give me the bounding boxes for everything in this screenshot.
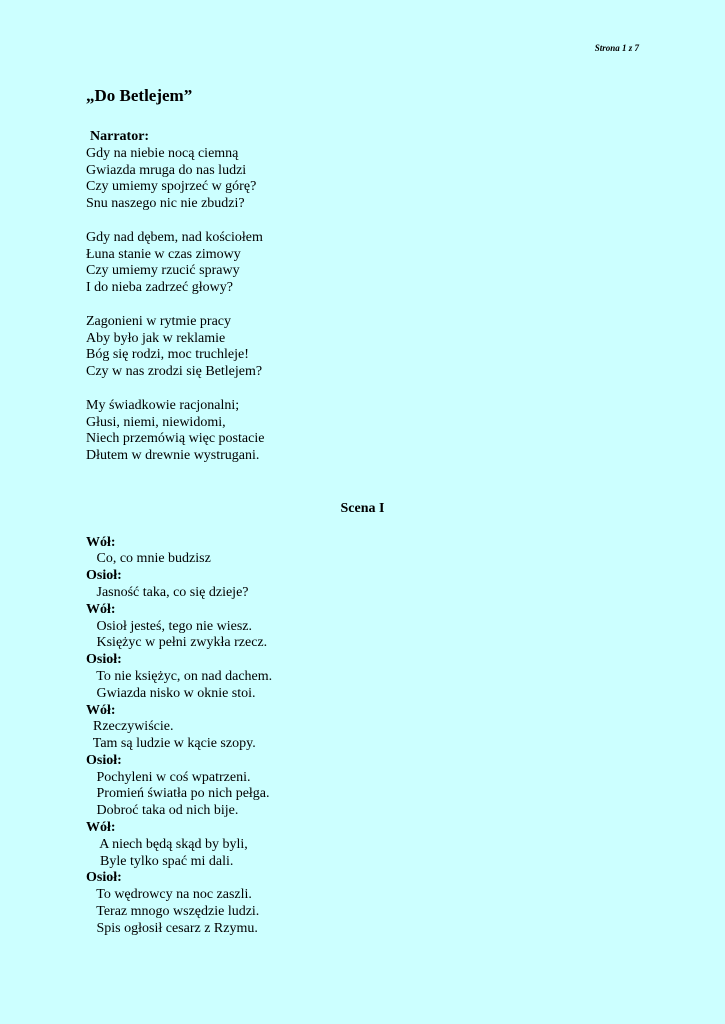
dialogue-line: Pochyleni w coś wpatrzeni. [86,769,251,785]
stanza [86,146,639,213]
verse-line: Czy umiemy spojrzeć w górę? [86,179,257,195]
verse-line: Aby było jak w reklamie [86,330,226,346]
stanza [86,230,639,297]
verse-line: Niech przemówią więc postacie [86,431,265,447]
dialogue-line: Promień światła po nich pełga. [86,786,270,802]
dialogue-line: Księżyc w pełni zwykła rzecz. [86,635,268,651]
dialogue-line: Tam są ludzie w kącie szopy. [86,736,256,752]
scene-dialogue [86,535,639,938]
verse-line: I do nieba zadrzeć głowy? [86,280,233,296]
verse-line: Czy w nas zrodzi się Betlejem? [86,364,263,380]
verse-line: Dłutem w drewnie wystrugani. [86,448,260,464]
dialogue-line: Teraz mnogo wszędzie ludzi. [86,904,260,920]
narrator-label: Narrator: [90,129,150,144]
dialogue-line: Spis ogłosił cesarz z Rzymu. [86,920,258,936]
stanza [86,314,639,381]
dialogue-line: Byle tylko spać mi dali. [86,853,234,869]
speaker-name: Wół: [86,820,116,836]
dialogue-line: Jasność taka, co się dzieje? [86,584,249,600]
dialogue-line: To wędrowcy na noc zaszli. [86,887,252,903]
speaker-name: Osioł: [86,752,122,768]
dialogue-line: Dobroć taka od nich bije. [86,803,239,819]
speaker-name: Wół: [86,534,116,550]
speaker-name: Osioł: [86,568,122,584]
dialogue-line: Gwiazda nisko w oknie stoi. [86,685,256,701]
verse-line: Snu naszego nic nie zbudzi? [86,196,245,212]
verse-line: Gwiazda mruga do nas ludzi [86,162,247,178]
verse-line: Łuna stanie w czas zimowy [86,246,241,262]
dialogue-line: To nie księżyc, on nad dachem. [86,668,273,684]
verse-line: My świadkowie racjonalni; [86,397,240,413]
narrator-stanzas [86,146,639,465]
dialogue-line: Osioł jesteś, tego nie wiesz. [86,618,253,634]
verse-line: Głusi, niemi, niewidomi, [86,414,226,430]
verse-line: Gdy nad dębem, nad kościołem [86,229,263,245]
speaker-name: Osioł: [86,652,122,668]
dialogue-line: Rzeczywiście. [86,719,174,735]
speaker-name: Wół: [86,601,116,617]
dialogue-line: Co, co mnie budzisz [86,551,211,567]
speaker-name: Osioł: [86,870,122,886]
page-number: Strona 1 z 7 [594,43,639,53]
dialogue-line: A niech będą skąd by byli, [86,836,248,852]
verse-line: Gdy na niebie nocą ciemną [86,145,239,161]
verse-line: Zagonieni w rytmie pracy [86,313,232,329]
scene-title: Scena I [340,500,385,516]
document-title: „Do Betlejem” [86,86,193,105]
speaker-name: Wół: [86,702,116,718]
document-body [86,85,639,938]
stanza [86,398,639,465]
verse-line: Czy umiemy rzucić sprawy [86,263,240,279]
verse-line: Bóg się rodzi, moc truchleje! [86,347,249,363]
